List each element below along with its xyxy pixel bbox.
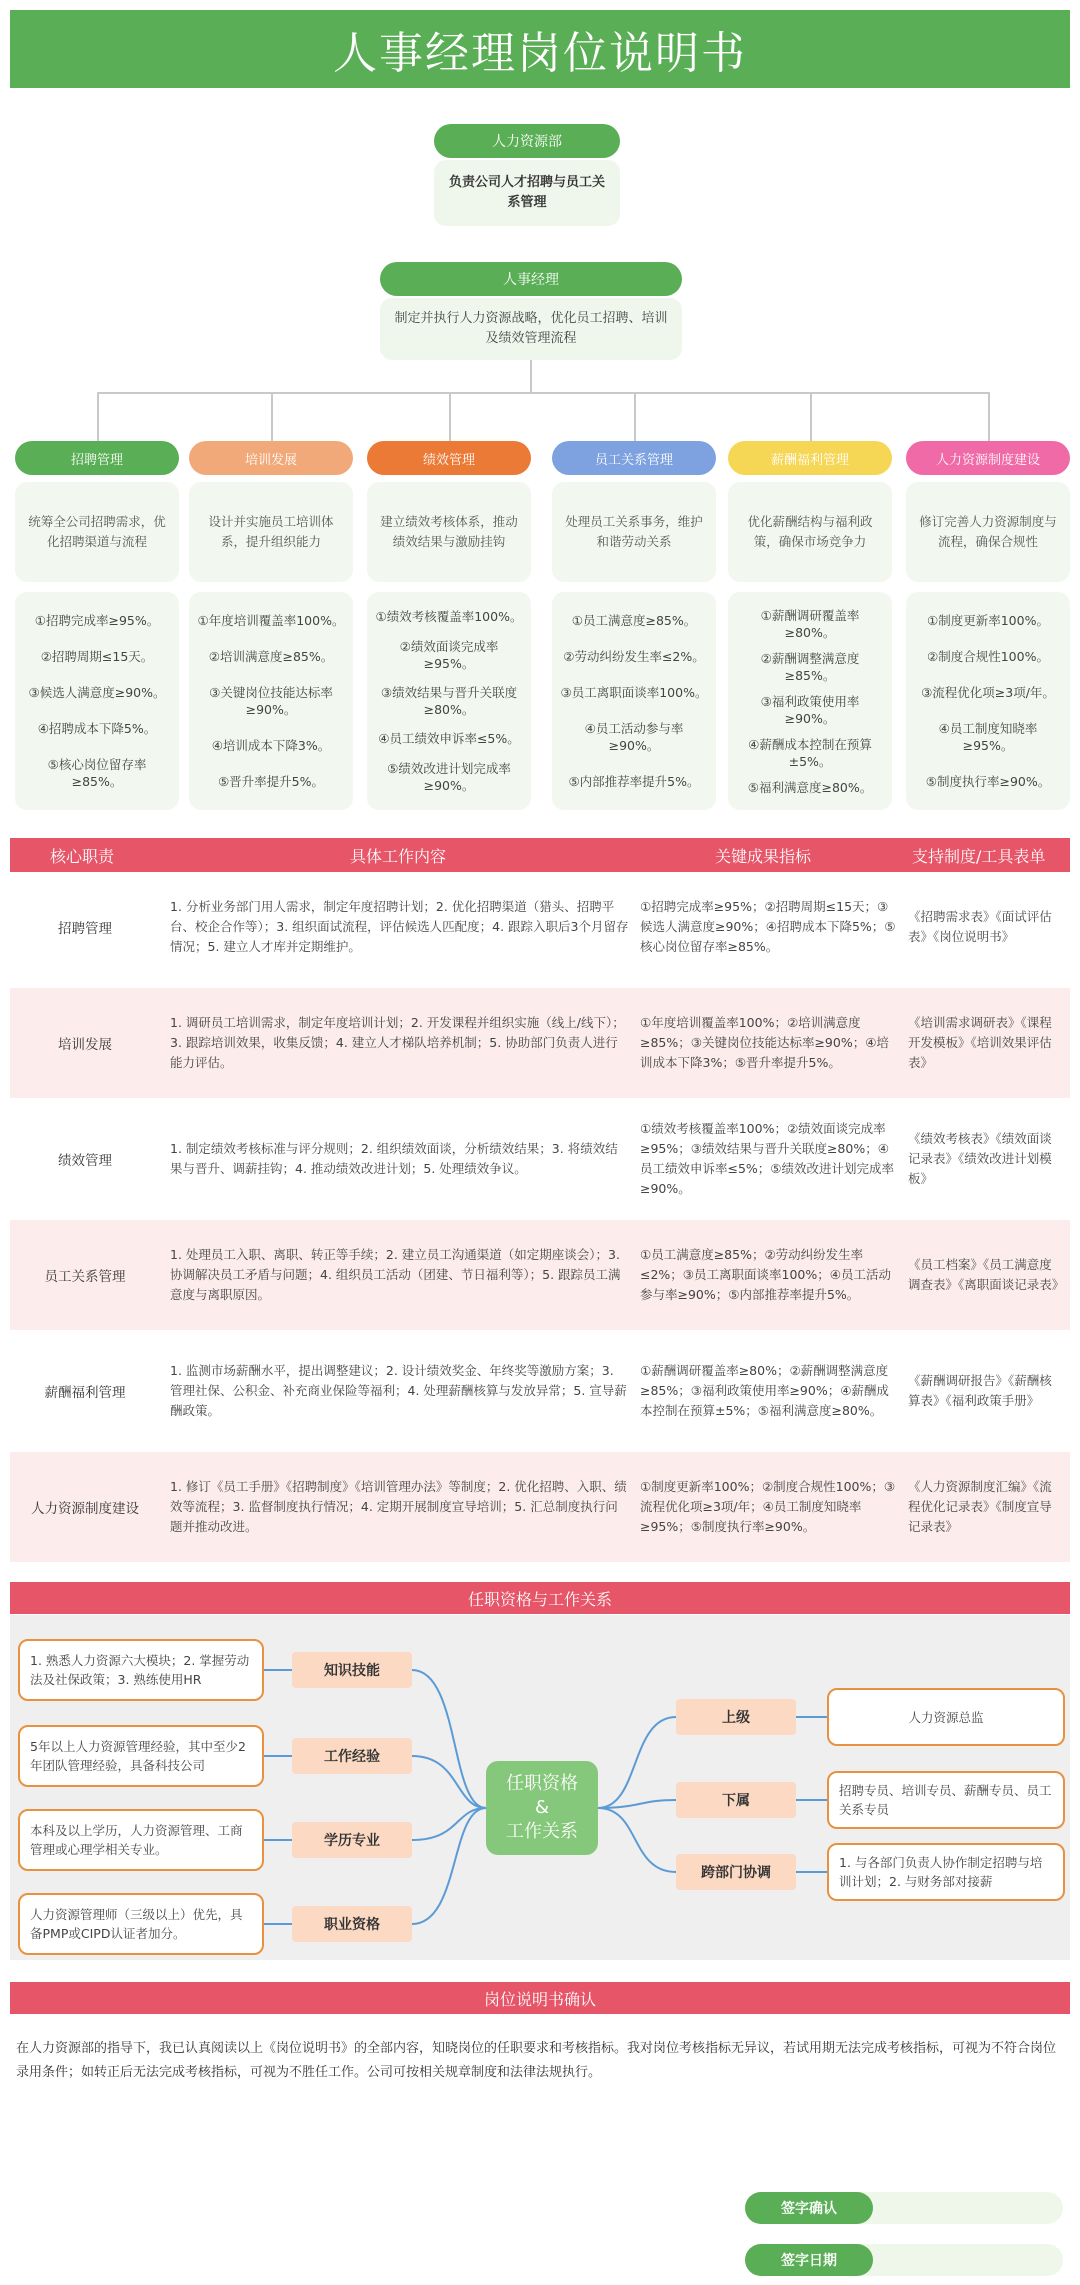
kpi-item: ④员工活动参与率≥90%。 bbox=[584, 721, 684, 754]
confirmation-title: 岗位说明书确认 bbox=[483, 1989, 596, 2009]
relation-text-box: 人力资源总监 bbox=[827, 1688, 1065, 1746]
kpi-item: ③绩效结果与晋升关联度≥80%。 bbox=[380, 684, 518, 717]
page-title: 人事经理岗位说明书 bbox=[333, 28, 747, 79]
signature-label: 签字确认 bbox=[745, 2192, 873, 2224]
row-tools-text: 《培训需求调研表》《课程开发模板》《培训效果评估表》 bbox=[908, 1015, 1052, 1070]
kpi-item: ②薪酬调整满意度≥85%。 bbox=[760, 650, 860, 683]
header-tools: 支持制度/工具表单 bbox=[912, 846, 1046, 866]
relation-text-box: 1. 与各部门负责人协作制定招聘与培训计划；2. 与财务部对接薪 bbox=[827, 1843, 1065, 1901]
category-label: 绩效管理 bbox=[422, 452, 475, 468]
kpi-item: ③福利政策使用率≥90%。 bbox=[760, 693, 860, 726]
relation-label: 跨部门协调 bbox=[676, 1854, 796, 1890]
row-kpi-text: ①制度更新率100%；②制度合规性100%；③流程优化项≥3项/年；④员工制度知晓率≥95%；⑤制度执行率≥90%。 bbox=[640, 1479, 896, 1534]
category-desc: 统筹全公司招聘需求，优化招聘渠道与流程 bbox=[15, 482, 179, 582]
category-desc: 建立绩效考核体系，推动绩效结果与激励挂钩 bbox=[367, 482, 531, 582]
row-content-text: 1. 监测市场薪酬水平，提出调整建议；2. 设计绩效奖金、年终奖等激励方案；3. 管理社保、公积金、补充商业保险等福利；4. 处理薪酬核算与发放异常；5. 宣导薪酬政策。 bbox=[170, 1363, 627, 1418]
qualification-text-box: 5年以上人力资源管理经验，其中至少2年团队管理经验，具备科技公司 bbox=[18, 1725, 264, 1787]
manager-desc: 制定并执行人力资源战略，优化员工招聘、培训及绩效管理流程 bbox=[394, 311, 668, 346]
row-tools-text: 《绩效考核表》《绩效面谈记录表》《绩效改进计划模板》 bbox=[908, 1131, 1052, 1186]
center-line-2: & bbox=[534, 1797, 550, 1818]
qualification-text-box: 人力资源管理师（三级以上）优先，具备PMP或CIPD认证者加分。 bbox=[18, 1893, 264, 1955]
kpi-item: ①招聘完成率≥95%。 bbox=[34, 612, 160, 628]
row-tools-text: 《薪酬调研报告》《薪酬核算表》《福利政策手册》 bbox=[908, 1373, 1052, 1408]
confirmation-header bbox=[10, 1982, 1070, 2014]
qualification-label: 工作经验 bbox=[292, 1738, 412, 1774]
center-line-3: 工作关系 bbox=[506, 1821, 578, 1842]
row-content-text: 1. 修订《员工手册》《招聘制度》《培训管理办法》等制度；2. 优化招聘、入职、绩效等流程；3. 监督制度执行情况；4. 定期开展制度宣导培训；5. 汇总制度执行问题并推动改进。 bbox=[170, 1479, 627, 1534]
dept-desc: 负责公司人才招聘与员工关系管理 bbox=[448, 175, 605, 210]
row-duty-text: 绩效管理 bbox=[58, 1153, 112, 1169]
kpi-item: ②招聘周期≤15天。 bbox=[40, 648, 154, 664]
qualification-text-box: 本科及以上学历，人力资源管理、工商管理或心理学相关专业。 bbox=[18, 1809, 264, 1871]
category-label: 培训发展 bbox=[244, 452, 297, 468]
kpi-item: ⑤核心岗位留存率≥85%。 bbox=[47, 757, 147, 790]
kpi-item: ①制度更新率100%。 bbox=[927, 612, 1049, 628]
kpi-item: ②制度合规性100%。 bbox=[927, 648, 1049, 664]
header-kpi: 关键成果指标 bbox=[715, 846, 812, 866]
row-content-text: 1. 调研员工培训需求，制定年度培训计划；2. 开发课程并组织实施（线上/线下）；3. 跟踪培训效果，收集反馈；4. 建立人才梯队培养机制；5. 协助部门负责人进行能力评估。 bbox=[170, 1015, 625, 1070]
kpi-item: ②培训满意度≥85%。 bbox=[208, 648, 334, 664]
category-desc: 修订完善人力资源制度与流程，确保合规性 bbox=[906, 482, 1070, 582]
row-tools-text: 《招聘需求表》《面试评估表》《岗位说明书》 bbox=[908, 909, 1052, 944]
kpi-item: ①年度培训覆盖率100%。 bbox=[197, 612, 345, 628]
qualification-text-box: 1. 熟悉人力资源六大模块；2. 掌握劳动法及社保政策；3. 熟练使用HR bbox=[18, 1639, 264, 1701]
category-label: 薪酬福利管理 bbox=[770, 452, 849, 468]
kpi-item: ①薪酬调研覆盖率≥80%。 bbox=[760, 607, 860, 640]
header-content: 具体工作内容 bbox=[350, 846, 447, 866]
qualification-label: 知识技能 bbox=[292, 1652, 412, 1688]
row-kpi-text: ①薪酬调研覆盖率≥80%；②薪酬调整满意度≥85%；③福利政策使用率≥90%；④薪酬成本控制在预算±5%；⑤福利满意度≥80%。 bbox=[640, 1363, 889, 1418]
row-duty-text: 培训发展 bbox=[58, 1037, 112, 1053]
confirmation-text: 在人力资源部的指导下，我已认真阅读以上《岗位说明书》的全部内容，知晓岗位的任职要求和考核指标。我对岗位考核指标无异议，若试用期无法完成考核指标，可视为不符合岗位录用条件；如转正后无法完成考核指标，可视为不胜任工作。公司可按相关规章制度和法律法规执行。 bbox=[16, 2041, 1057, 2080]
row-duty-text: 员工关系管理 bbox=[44, 1269, 126, 1285]
kpi-item: ③关键岗位技能达标率≥90%。 bbox=[209, 684, 333, 717]
kpi-item: ⑤内部推荐率提升5%。 bbox=[568, 774, 700, 790]
row-tools-text: 《员工档案》《员工满意度调查表》《离职面谈记录表》 bbox=[908, 1257, 1065, 1292]
row-kpi-text: ①招聘完成率≥95%；②招聘周期≤15天；③候选人满意度≥90%；④招聘成本下降5%；⑤核心岗位留存率≥85%。 bbox=[640, 899, 896, 954]
kpi-item: ⑤绩效改进计划完成率≥90%。 bbox=[387, 760, 511, 793]
kpi-item: ⑤制度执行率≥90%。 bbox=[925, 774, 1051, 790]
kpi-item: ③流程优化项≥3项/年。 bbox=[921, 684, 1055, 700]
kpi-item: ③员工离职面谈率100%。 bbox=[560, 684, 708, 700]
kpi-item: ④员工绩效申诉率≤5%。 bbox=[378, 731, 520, 747]
kpi-item: ①员工满意度≥85%。 bbox=[571, 612, 697, 628]
dept-label: 人力资源部 bbox=[492, 134, 562, 150]
signature-date-label: 签字日期 bbox=[745, 2244, 873, 2276]
kpi-item: ⑤晋升率提升5%。 bbox=[217, 774, 325, 790]
row-kpi-text: ①年度培训覆盖率100%；②培训满意度≥85%；③关键岗位技能达标率≥90%；④培训成本下降3%；⑤晋升率提升5%。 bbox=[640, 1015, 889, 1070]
category-label: 招聘管理 bbox=[70, 452, 123, 468]
kpi-item: ⑤福利满意度≥80%。 bbox=[747, 779, 873, 795]
kpi-item: ②劳动纠纷发生率≤2%。 bbox=[563, 648, 705, 664]
row-content-text: 1. 分析业务部门用人需求，制定年度招聘计划；2. 优化招聘渠道（猎头、招聘平台、校企合作等）；3. 组织面试流程，评估候选人匹配度；4. 跟踪入职后3个月留存情况；5. 建立人才库并定期维护。 bbox=[170, 899, 629, 954]
row-duty-text: 人力资源制度建设 bbox=[31, 1501, 139, 1517]
category-label: 人力资源制度建设 bbox=[935, 452, 1040, 468]
row-kpi-text: ①员工满意度≥85%；②劳动纠纷发生率≤2%；③员工离职面谈率100%；④员工活动参与率≥90%；⑤内部推荐率提升5%。 bbox=[640, 1247, 891, 1302]
row-duty-text: 薪酬福利管理 bbox=[44, 1385, 126, 1401]
kpi-item: ①绩效考核覆盖率100%。 bbox=[375, 609, 523, 625]
header-duty: 核心职责 bbox=[50, 846, 115, 866]
kpi-item: ④员工制度知晓率≥95%。 bbox=[938, 721, 1038, 754]
qualifications-title: 任职资格与工作关系 bbox=[467, 1589, 612, 1609]
row-kpi-text: ①绩效考核覆盖率100%；②绩效面谈完成率≥95%；③绩效结果与晋升关联度≥80%；④员工绩效申诉率≤5%；⑤绩效改进计划完成率≥90%。 bbox=[640, 1121, 895, 1196]
row-tools-text: 《人力资源制度汇编》《流程优化记录表》《制度宣导记录表》 bbox=[908, 1479, 1052, 1534]
manager-label: 人事经理 bbox=[503, 272, 559, 288]
relation-label: 上级 bbox=[676, 1699, 796, 1735]
kpi-item: ④培训成本下降3%。 bbox=[211, 738, 331, 754]
category-desc: 优化薪酬结构与福利政策，确保市场竞争力 bbox=[728, 482, 892, 582]
kpi-item: ④招聘成本下降5%。 bbox=[37, 721, 157, 737]
qualifications-center-node bbox=[486, 1761, 598, 1855]
relation-label: 下属 bbox=[676, 1782, 796, 1818]
qualification-label: 学历专业 bbox=[292, 1822, 412, 1858]
row-content-text: 1. 处理员工入职、离职、转正等手续；2. 建立员工沟通渠道（如定期座谈会）；3. 协调解决员工矛盾与问题；4. 组织员工活动（团建、节日福利等）；5. 跟踪员工满意度与离职原因。 bbox=[170, 1247, 621, 1302]
category-label: 员工关系管理 bbox=[594, 452, 673, 468]
category-desc: 设计并实施员工培训体系，提升组织能力 bbox=[189, 482, 353, 582]
row-content-text: 1. 制定绩效考核标准与评分规则；2. 组织绩效面谈，分析绩效结果；3. 将绩效结果与晋升、调薪挂钩；4. 推动绩效改进计划；5. 处理绩效争议。 bbox=[170, 1141, 618, 1176]
qualification-label: 职业资格 bbox=[292, 1906, 412, 1942]
center-line-1: 任职资格 bbox=[506, 1773, 578, 1794]
row-duty-text: 招聘管理 bbox=[58, 921, 112, 937]
category-desc: 处理员工关系事务，维护和谐劳动关系 bbox=[552, 482, 716, 582]
kpi-item: ③候选人满意度≥90%。 bbox=[28, 684, 166, 700]
kpi-item: ④薪酬成本控制在预算±5%。 bbox=[748, 736, 872, 769]
relation-text-box: 招聘专员、培训专员、薪酬专员、员工关系专员 bbox=[827, 1771, 1065, 1829]
kpi-item: ②绩效面谈完成率≥95%。 bbox=[399, 638, 499, 671]
